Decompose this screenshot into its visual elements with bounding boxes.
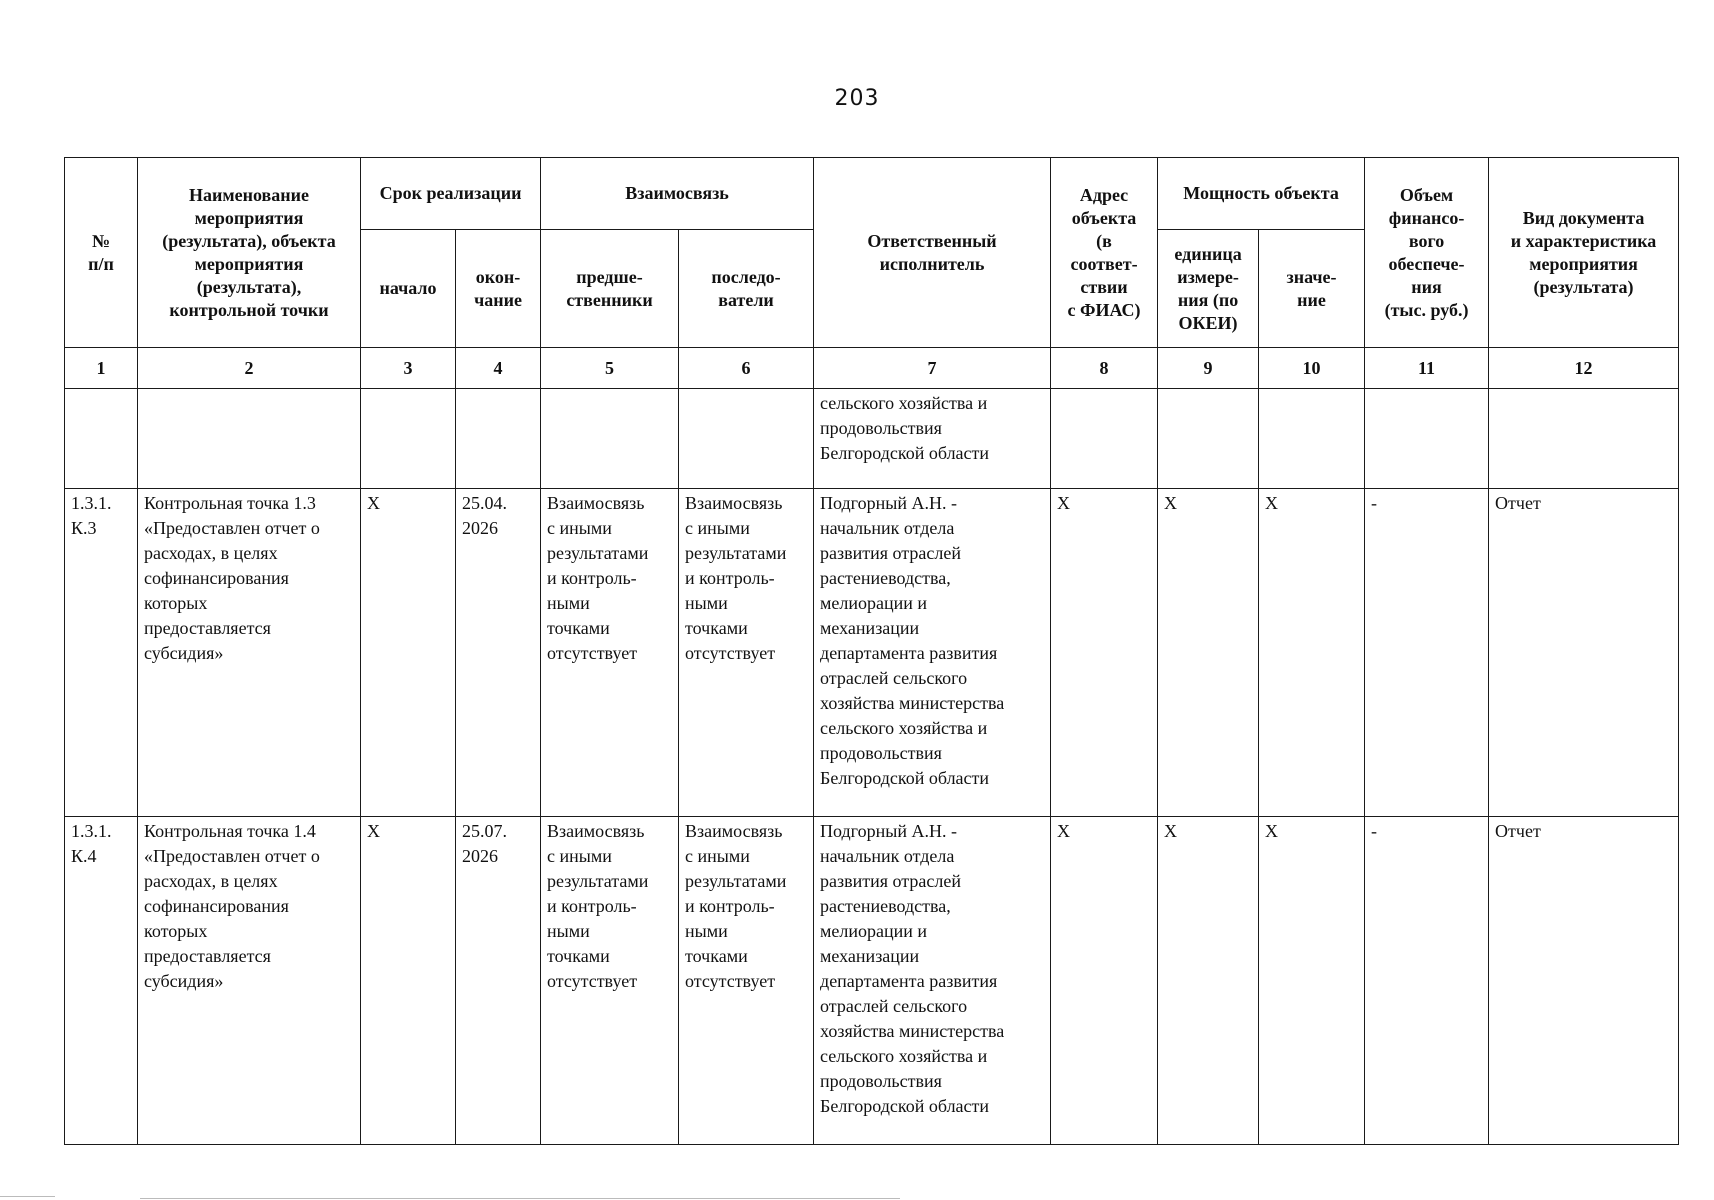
cell-end: 25.04. 2026 bbox=[456, 489, 541, 817]
cell-address: X bbox=[1051, 489, 1158, 817]
cell-name: Контрольная точка 1.3 «Предоставлен отчет о расходах, в целях софинансирования которых предоставляется субсидия» bbox=[138, 489, 361, 817]
cell-start: X bbox=[361, 489, 456, 817]
column-number: 4 bbox=[456, 348, 541, 389]
cell-document-type: Отчет bbox=[1489, 817, 1679, 1145]
header-name: Наименование мероприятия (результата), объекта мероприятия (результата), контрольной точки bbox=[138, 158, 361, 348]
cell-responsible: Подгорный А.Н. - начальник отдела развития отраслей растениеводства, мелиорации и механизации департамента развития отраслей сельского хозяйства министерства сельского хозяйства и продовольствия Белгородской области bbox=[814, 817, 1051, 1145]
header-predecessors: предше- ственники bbox=[541, 230, 679, 348]
header-number: № п/п bbox=[65, 158, 138, 348]
cell-document-type bbox=[1489, 389, 1679, 489]
cell-unit: X bbox=[1158, 817, 1259, 1145]
page-number: 203 bbox=[834, 86, 880, 111]
column-number-row bbox=[65, 348, 1679, 389]
header-document-type: Вид документа и характеристика мероприятия (результата) bbox=[1489, 158, 1679, 348]
header-responsible: Ответственный исполнитель bbox=[814, 158, 1051, 348]
cell-successors bbox=[679, 389, 814, 489]
cell-value: X bbox=[1259, 489, 1365, 817]
header-financing: Объем финансо- вого обеспече- ния (тыс. руб.) bbox=[1365, 158, 1489, 348]
cell-responsible: сельского хозяйства и продовольствия Белгородской области bbox=[814, 389, 1051, 489]
header-group-capacity: Мощность объекта bbox=[1158, 158, 1365, 230]
scan-artifact-line bbox=[140, 1198, 900, 1199]
column-number: 10 bbox=[1259, 348, 1365, 389]
cell-value bbox=[1259, 389, 1365, 489]
table-row bbox=[65, 817, 1679, 1145]
cell-unit bbox=[1158, 389, 1259, 489]
column-number: 6 bbox=[679, 348, 814, 389]
table-row bbox=[65, 489, 1679, 817]
cell-address bbox=[1051, 389, 1158, 489]
cell-responsible: Подгорный А.Н. - начальник отдела развития отраслей растениеводства, мелиорации и механизации департамента развития отраслей сельского хозяйства министерства сельского хозяйства и продовольствия Белгородской области bbox=[814, 489, 1051, 817]
column-number: 7 bbox=[814, 348, 1051, 389]
cell-predecessors: Взаимосвязь с иными результатами и контроль- ными точками отсутствует bbox=[541, 489, 679, 817]
column-number: 12 bbox=[1489, 348, 1679, 389]
cell-end: 25.07. 2026 bbox=[456, 817, 541, 1145]
cell-address: X bbox=[1051, 817, 1158, 1145]
column-number: 1 bbox=[65, 348, 138, 389]
header-successors: последо- ватели bbox=[679, 230, 814, 348]
table-row bbox=[65, 389, 1679, 489]
cell-unit: X bbox=[1158, 489, 1259, 817]
cell-name bbox=[138, 389, 361, 489]
header-start: начало bbox=[361, 230, 456, 348]
header-end: окон- чание bbox=[456, 230, 541, 348]
header-value: значе- ние bbox=[1259, 230, 1365, 348]
cell-value: X bbox=[1259, 817, 1365, 1145]
cell-name: Контрольная точка 1.4 «Предоставлен отчет о расходах, в целях софинансирования которых предоставляется субсидия» bbox=[138, 817, 361, 1145]
cell-number: 1.3.1. К.4 bbox=[65, 817, 138, 1145]
column-number: 8 bbox=[1051, 348, 1158, 389]
cell-financing: - bbox=[1365, 489, 1489, 817]
cell-successors: Взаимосвязь с иными результатами и контроль- ными точками отсутствует bbox=[679, 489, 814, 817]
cell-predecessors: Взаимосвязь с иными результатами и контроль- ными точками отсутствует bbox=[541, 817, 679, 1145]
header-unit: единица измере- ния (по ОКЕИ) bbox=[1158, 230, 1259, 348]
cell-start bbox=[361, 389, 456, 489]
cell-predecessors bbox=[541, 389, 679, 489]
cell-number: 1.3.1. К.3 bbox=[65, 489, 138, 817]
cell-successors: Взаимосвязь с иными результатами и контроль- ными точками отсутствует bbox=[679, 817, 814, 1145]
column-number: 2 bbox=[138, 348, 361, 389]
cell-number bbox=[65, 389, 138, 489]
header-address: Адрес объекта (в соответ- ствии с ФИАС) bbox=[1051, 158, 1158, 348]
cell-financing: - bbox=[1365, 817, 1489, 1145]
cell-start: X bbox=[361, 817, 456, 1145]
column-number: 9 bbox=[1158, 348, 1259, 389]
scan-artifact-line bbox=[0, 1196, 55, 1197]
cell-end bbox=[456, 389, 541, 489]
header-group-deadline: Срок реализации bbox=[361, 158, 541, 230]
column-number: 3 bbox=[361, 348, 456, 389]
control-points-table bbox=[64, 157, 1679, 1145]
column-number: 11 bbox=[1365, 348, 1489, 389]
cell-document-type: Отчет bbox=[1489, 489, 1679, 817]
header-group-relation: Взаимосвязь bbox=[541, 158, 814, 230]
column-number: 5 bbox=[541, 348, 679, 389]
cell-financing bbox=[1365, 389, 1489, 489]
